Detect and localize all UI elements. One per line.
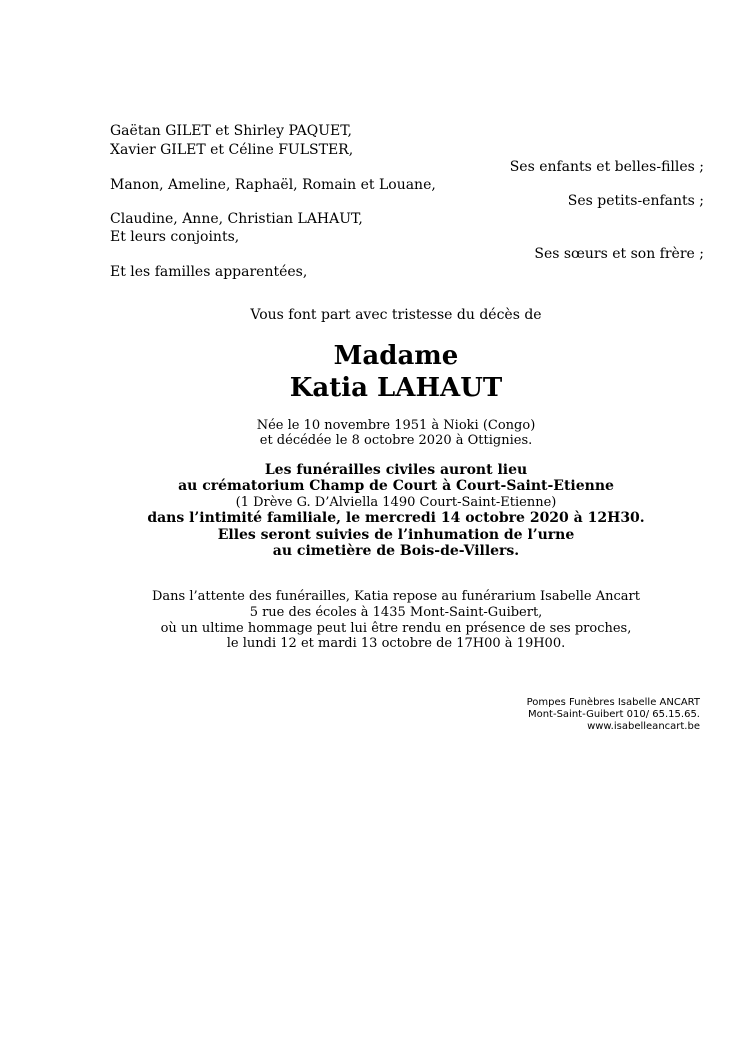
family-siblings-line-1: Claudine, Anne, Christian LAHAUT,	[110, 211, 363, 227]
death-info: et décédée le 8 octobre 2020 à Ottignies.	[259, 433, 533, 448]
funeral-address: (1 Drève G. D’Alviella 1490 Court-Saint-Etienne)	[235, 495, 557, 510]
visitation-line-4: le lundi 12 et mardi 13 octobre de 17H00 à 19H00.	[226, 636, 566, 651]
family-children-line-2: Xavier GILET et Céline FULSTER,	[110, 142, 354, 158]
funeral-line-3: dans l’intimité familiale, le mercredi 14 octobre 2020 à 12H30.	[147, 510, 645, 526]
visitation-line-1: Dans l’attente des funérailles, Katia repose au funérarium Isabelle Ancart	[152, 589, 640, 604]
deceased-name: Katia LAHAUT	[289, 373, 503, 403]
funeral-line-2: au crématorium Champ de Court à Court-Saint-Etienne	[178, 478, 614, 494]
funeral-home-name: Pompes Funèbres Isabelle ANCART	[526, 697, 700, 708]
funeral-line-5: au cimetière de Bois-de-Villers.	[272, 543, 520, 559]
grandchildren-relation: Ses petits-enfants ;	[567, 193, 704, 209]
family-relatives-line: Et les familles apparentées,	[110, 264, 308, 280]
siblings-relation: Ses sœurs et son frère ;	[534, 246, 704, 262]
visitation-line-3: où un ultime hommage peut lui être rendu en présence de ses proches,	[160, 621, 632, 636]
children-relation: Ses enfants et belles-filles ;	[509, 159, 704, 175]
visitation-line-2: 5 rue des écoles à 1435 Mont-Saint-Guibert,	[249, 605, 543, 620]
family-grandchildren-line: Manon, Ameline, Raphaël, Romain et Louane,	[110, 177, 436, 193]
deceased-title: Madame	[333, 341, 459, 371]
family-siblings-line-2: Et leurs conjoints,	[110, 229, 240, 245]
birth-info: Née le 10 novembre 1951 à Nioki (Congo)	[256, 418, 536, 433]
funeral-home-contact: Mont-Saint-Guibert 010/ 65.15.65.	[527, 709, 700, 720]
family-children-line-1: Gaëtan GILET et Shirley PAQUET,	[110, 123, 353, 139]
funeral-line-4: Elles seront suivies de l’inhumation de l’urne	[217, 527, 575, 543]
funeral-home-website[interactable]: www.isabelleancart.be	[587, 721, 700, 732]
funeral-line-1: Les funérailles civiles auront lieu	[264, 462, 528, 478]
announcement-text: Vous font part avec tristesse du décès de	[250, 307, 542, 323]
